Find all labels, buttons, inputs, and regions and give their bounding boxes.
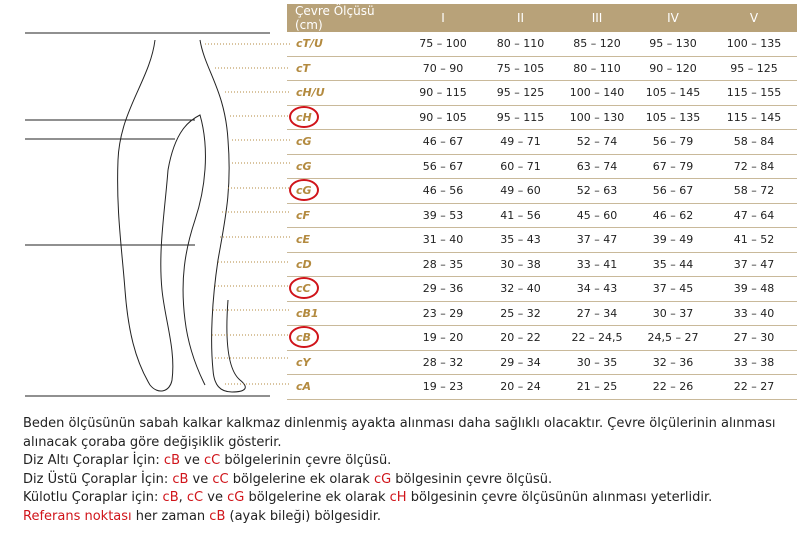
- size-cell: 20 – 22: [482, 326, 559, 351]
- note-text: bölgelerine ek olarak: [244, 490, 390, 505]
- size-cell: 105 – 135: [635, 105, 711, 130]
- size-cell: 27 – 30: [711, 326, 797, 351]
- note-reference: [23, 508, 783, 527]
- zone-code: cC: [212, 471, 229, 487]
- size-cell: 100 – 140: [559, 81, 635, 106]
- size-cell: 46 – 62: [635, 203, 711, 228]
- zone-code: cH/U: [296, 86, 325, 100]
- size-cell: 33 – 38: [711, 350, 797, 375]
- note-text: Külotlu Çoraplar için:: [23, 490, 163, 505]
- note-text: Diz Altı Çoraplar İçin:: [23, 453, 164, 468]
- zone-code-cell: [287, 81, 404, 106]
- size-cell: 60 – 71: [482, 154, 559, 179]
- size-cell: 19 – 20: [404, 326, 482, 351]
- size-cell: 33 – 41: [559, 252, 635, 277]
- zone-code-cell: [287, 179, 404, 204]
- size-cell: 21 – 25: [559, 375, 635, 400]
- zone-code-highlighted: cC: [293, 282, 314, 295]
- size-cell: 63 – 74: [559, 154, 635, 179]
- size-cell: 28 – 35: [404, 252, 482, 277]
- note-above-knee: [23, 471, 783, 490]
- size-cell: 95 – 115: [482, 105, 559, 130]
- zone-code-cell: [287, 203, 404, 228]
- leg-inner-line: [168, 115, 205, 385]
- size-cell: 47 – 64: [711, 203, 797, 228]
- note-text: Diz Üstü Çoraplar İçin:: [23, 471, 173, 487]
- note-text: bölgesinin çevre ölçüsü.: [391, 471, 553, 487]
- table-row: [287, 375, 797, 400]
- note-text: (ayak bileği) bölgesidir.: [225, 508, 382, 524]
- size-cell: 56 – 67: [635, 179, 711, 204]
- size-cell: 29 – 36: [404, 277, 482, 302]
- size-cell: 46 – 67: [404, 130, 482, 155]
- leg-outline-back: [118, 40, 173, 391]
- table-row: [287, 203, 797, 228]
- zone-code-cell: [287, 350, 404, 375]
- size-cell: 45 – 60: [559, 203, 635, 228]
- note-below-knee: [23, 452, 783, 471]
- note-text: ve: [203, 490, 228, 505]
- zone-code-highlighted: cH: [293, 111, 315, 124]
- column-header: IV: [635, 4, 711, 32]
- zone-code-cell: [287, 301, 404, 326]
- size-cell: 46 – 56: [404, 179, 482, 204]
- size-table: [287, 4, 797, 400]
- note-text: ,: [178, 490, 187, 505]
- leg-outline-front: [200, 40, 245, 392]
- size-cell: 75 – 105: [482, 56, 559, 81]
- zone-code: cG: [373, 471, 392, 487]
- size-cell: 95 – 125: [482, 81, 559, 106]
- note-intro: Beden ölçüsünün sabah kalkar kalkmaz dinlenmiş ayakta alınması daha sağlıklı olacaktır. Çevre ölçülerinin alınması alınacak çoraba göre değişiklik gösterir.: [23, 416, 776, 450]
- size-cell: 115 – 155: [711, 81, 797, 106]
- table-row: [287, 130, 797, 155]
- table-row: [287, 81, 797, 106]
- size-cell: 58 – 84: [711, 130, 797, 155]
- column-header: I: [404, 4, 482, 32]
- zone-code: cB: [209, 508, 226, 524]
- size-cell: 105 – 145: [635, 81, 711, 106]
- size-cell: 32 – 40: [482, 277, 559, 302]
- size-cell: 30 – 38: [482, 252, 559, 277]
- size-cell: 100 – 130: [559, 105, 635, 130]
- note-text: ve: [180, 453, 204, 468]
- table-header-row: [287, 4, 797, 32]
- zone-code: cB1: [296, 306, 319, 320]
- note-text: bölgelerinin çevre ölçüsü.: [220, 453, 392, 468]
- size-cell: 90 – 120: [635, 56, 711, 81]
- zone-code: cY: [296, 355, 311, 369]
- size-cell: 27 – 34: [559, 301, 635, 326]
- zone-code: cT: [296, 61, 311, 75]
- size-cell: 29 – 34: [482, 350, 559, 375]
- size-cell: 35 – 44: [635, 252, 711, 277]
- table-row: [287, 277, 797, 302]
- zone-code-cell: [287, 277, 404, 302]
- size-cell: 85 – 120: [559, 32, 635, 56]
- size-cell: 56 – 67: [404, 154, 482, 179]
- size-cell: 34 – 43: [559, 277, 635, 302]
- zone-code-cell: [287, 130, 404, 155]
- zone-code-cell: [287, 375, 404, 400]
- size-cell: 56 – 79: [635, 130, 711, 155]
- table-row: [287, 252, 797, 277]
- zone-code: cG: [296, 159, 312, 173]
- zone-code: cC: [203, 453, 221, 468]
- size-cell: 25 – 32: [482, 301, 559, 326]
- size-cell: 22 – 27: [711, 375, 797, 400]
- header-label: Çevre Ölçüsü (cm): [287, 4, 404, 32]
- size-cell: 35 – 43: [482, 228, 559, 253]
- size-cell: 23 – 29: [404, 301, 482, 326]
- zone-code-cell: [287, 56, 404, 81]
- size-cell: 30 – 37: [635, 301, 711, 326]
- size-cell: 41 – 56: [482, 203, 559, 228]
- zone-code-cell: [287, 228, 404, 253]
- zone-code: cG: [296, 135, 312, 149]
- table-row: [287, 179, 797, 204]
- zone-code-cell: [287, 105, 404, 130]
- zone-code: cH: [389, 490, 407, 505]
- table-row: [287, 56, 797, 81]
- size-cell: 19 – 23: [404, 375, 482, 400]
- size-cell: 37 – 47: [711, 252, 797, 277]
- size-cell: 37 – 47: [559, 228, 635, 253]
- table-body: [287, 32, 797, 399]
- size-cell: 22 – 26: [635, 375, 711, 400]
- size-cell: 37 – 45: [635, 277, 711, 302]
- size-cell: 80 – 110: [482, 32, 559, 56]
- zone-code-cell: [287, 326, 404, 351]
- table-row: [287, 301, 797, 326]
- zone-code: cA: [296, 380, 312, 394]
- size-cell: 49 – 60: [482, 179, 559, 204]
- note-text: her zaman: [131, 508, 210, 524]
- column-header: III: [559, 4, 635, 32]
- size-cell: 67 – 79: [635, 154, 711, 179]
- zone-code: cG: [227, 490, 245, 505]
- note-text: bölgelerine ek olarak: [228, 471, 374, 487]
- zone-code-cell: [287, 32, 404, 56]
- size-cell: 100 – 135: [711, 32, 797, 56]
- zone-code: cD: [296, 257, 312, 271]
- table-row: [287, 350, 797, 375]
- size-cell: 30 – 35: [559, 350, 635, 375]
- table-row: [287, 228, 797, 253]
- table-row: [287, 32, 797, 56]
- size-cell: 39 – 49: [635, 228, 711, 253]
- zone-code: cB: [162, 490, 179, 505]
- zone-code: cF: [296, 208, 311, 222]
- size-cell: 31 – 40: [404, 228, 482, 253]
- column-header: V: [711, 4, 797, 32]
- size-cell: 39 – 48: [711, 277, 797, 302]
- size-cell: 95 – 130: [635, 32, 711, 56]
- table-row: [287, 154, 797, 179]
- zone-code-cell: [287, 154, 404, 179]
- size-cell: 115 – 145: [711, 105, 797, 130]
- size-cell: 24,5 – 27: [635, 326, 711, 351]
- table-row: [287, 105, 797, 130]
- size-cell: 52 – 63: [559, 179, 635, 204]
- size-cell: 33 – 40: [711, 301, 797, 326]
- size-cell: 22 – 24,5: [559, 326, 635, 351]
- zone-code-highlighted: cG: [293, 184, 315, 197]
- zone-code: cB: [163, 453, 180, 468]
- note-text: bölgesinin çevre ölçüsünün alınması yeterlidir.: [406, 490, 713, 505]
- size-cell: 72 – 84: [711, 154, 797, 179]
- size-cell: 70 – 90: [404, 56, 482, 81]
- size-cell: 32 – 36: [635, 350, 711, 375]
- zone-code: cE: [296, 233, 311, 247]
- size-cell: 20 – 24: [482, 375, 559, 400]
- size-cell: 28 – 32: [404, 350, 482, 375]
- note-text: ve: [188, 471, 213, 487]
- column-header: II: [482, 4, 559, 32]
- size-cell: 80 – 110: [559, 56, 635, 81]
- zone-code: cB: [172, 471, 189, 487]
- size-cell: 49 – 71: [482, 130, 559, 155]
- zone-code: cT/U: [296, 37, 323, 51]
- size-cell: 90 – 105: [404, 105, 482, 130]
- table-row: [287, 326, 797, 351]
- size-cell: 58 – 72: [711, 179, 797, 204]
- notes-section: [23, 415, 783, 526]
- size-cell: 90 – 115: [404, 81, 482, 106]
- size-cell: 41 – 52: [711, 228, 797, 253]
- size-cell: 52 – 74: [559, 130, 635, 155]
- note-pantyhose: [23, 489, 783, 508]
- size-cell: 39 – 53: [404, 203, 482, 228]
- size-cell: 75 – 100: [404, 32, 482, 56]
- leg-diagram: [0, 0, 290, 400]
- zone-code: cC: [186, 490, 204, 505]
- zone-code-cell: [287, 252, 404, 277]
- zone-code-highlighted: cB: [293, 331, 314, 344]
- size-cell: 95 – 125: [711, 56, 797, 81]
- reference-label: Referans noktası: [23, 508, 132, 524]
